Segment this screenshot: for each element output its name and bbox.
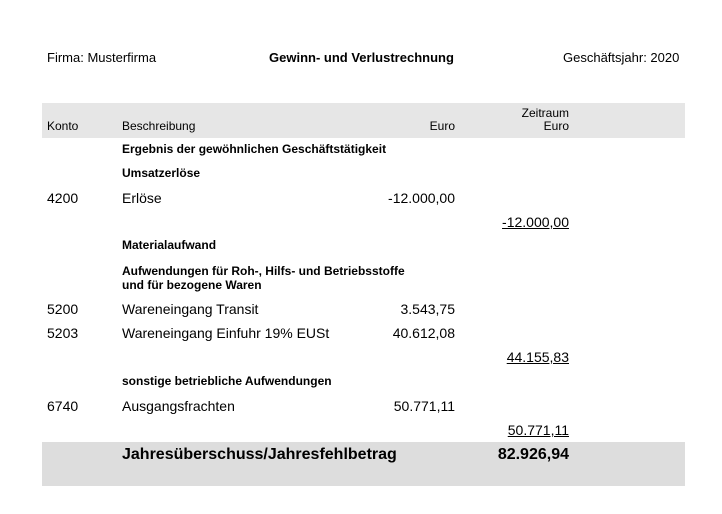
col-beschreibung: Beschreibung	[122, 119, 196, 133]
section-material: Materialaufwand	[122, 238, 217, 252]
row-euro: 50.771,11	[393, 398, 455, 414]
report-title: Gewinn- und Verlustrechnung	[269, 50, 454, 65]
section-aufwendungen-line1: Aufwendungen für Roh-, Hilfs- und Betriebsstoffe	[122, 264, 405, 278]
row-konto: 5200	[47, 301, 79, 317]
fiscal-year: Geschäftsjahr: 2020	[563, 50, 680, 65]
row-beschreibung: Wareneingang Einfuhr 19% EUSt	[122, 325, 330, 341]
row-beschreibung: Ausgangsfrachten	[122, 398, 235, 414]
col-zeitraum: Zeitraum	[521, 106, 569, 120]
subtotal-material: 44.155,83	[506, 349, 569, 365]
section-aufwendungen-line2: und für bezogene Waren	[122, 278, 262, 292]
total-label: Jahresüberschuss/Jahresfehlbetrag	[122, 446, 397, 463]
row-konto: 5203	[47, 325, 79, 341]
col-zeitraum-euro: Euro	[543, 119, 569, 133]
company-name: Firma: Musterfirma	[47, 50, 157, 65]
subtotal-umsatz: -12.000,00	[502, 214, 569, 230]
row-euro: -12.000,00	[388, 190, 455, 206]
total-value: 82.926,94	[497, 446, 569, 463]
row-euro: 3.543,75	[400, 301, 455, 317]
row-beschreibung: Erlöse	[122, 190, 162, 206]
section-sonstige: sonstige betriebliche Aufwendungen	[122, 374, 332, 388]
col-euro: Euro	[429, 119, 455, 133]
section-ergebnis: Ergebnis der gewöhnlichen Geschäftstätigkeit	[122, 142, 387, 156]
row-konto: 4200	[47, 190, 79, 206]
row-konto: 6740	[47, 398, 79, 414]
subtotal-sonstige: 50.771,11	[507, 422, 569, 438]
section-umsatz: Umsatzerlöse	[122, 166, 201, 180]
col-konto: Konto	[47, 119, 79, 133]
row-beschreibung: Wareneingang Transit	[122, 301, 259, 317]
row-euro: 40.612,08	[392, 325, 455, 341]
